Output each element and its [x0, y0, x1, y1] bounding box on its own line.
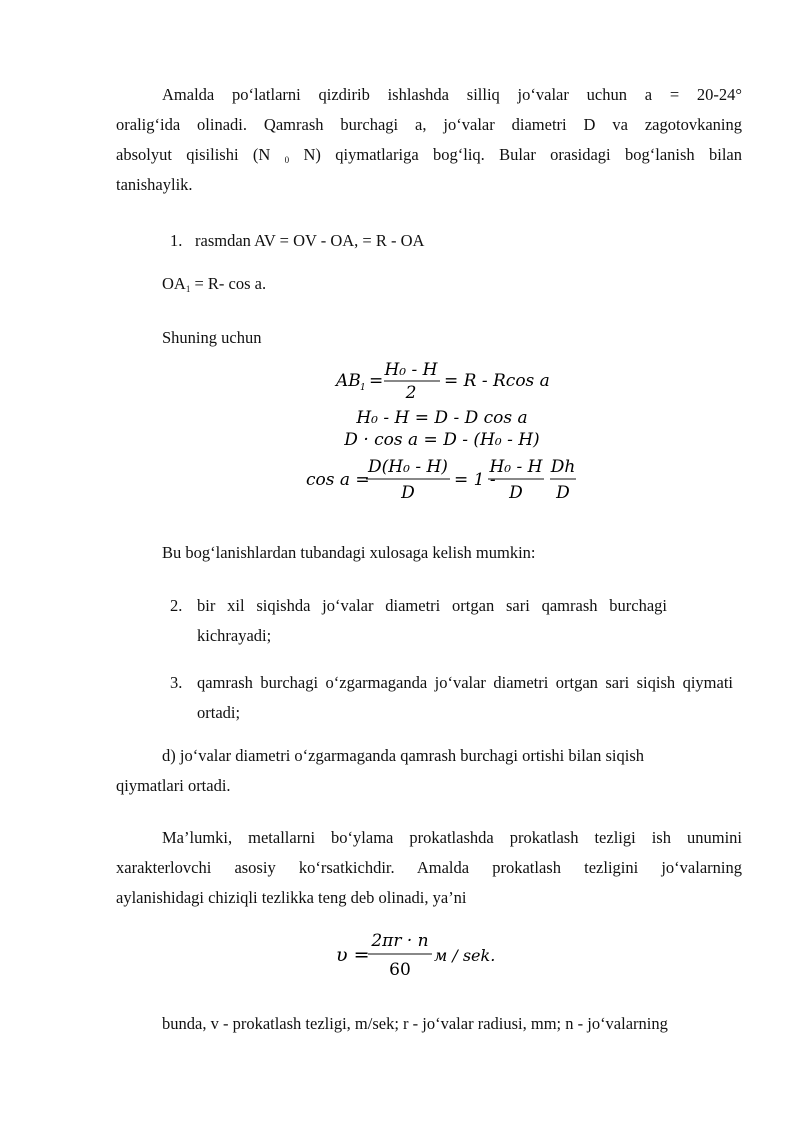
item-d-line: qiymatlari ortadi.	[116, 776, 231, 795]
list-item	[170, 226, 742, 256]
list-number: 1.	[170, 231, 183, 250]
formula-text: H₀ - H = D - D cos a	[356, 408, 528, 428]
subscript: 0	[284, 155, 290, 165]
list-text: bir xil siqishda jo‘valar diametri ortgan sari qamrash burchagi kichrayadi;	[197, 596, 667, 645]
text-span: OA	[162, 274, 186, 293]
speed-formula	[330, 925, 520, 985]
paragraph-line: oralig‘ida olinadi. Qamrash burchagi a, jo‘valar diametri D va zagotovkaning	[116, 115, 742, 134]
formula-numerator: Dh	[550, 457, 576, 477]
list-item	[170, 591, 742, 651]
shuning-uchun-text: Shuning uchun	[162, 328, 262, 347]
formula-block	[290, 355, 600, 515]
list-text: qamrash burchagi o‘zgarmaganda jo‘valar diametri ortgan sari siqish qiymati ortadi;	[197, 673, 733, 722]
formula-text: D · cos a = D - (H₀ - H)	[344, 430, 540, 450]
paragraph-line: Ma’lumki, metallarni bo‘ylama prokatlashda prokatlash tezligi ish unumini	[162, 828, 742, 847]
formula-text: cos a =	[306, 470, 370, 490]
paragraph-line: aylanishidagi chiziqli tezlikka teng deb olinadi, ya’ni	[116, 888, 467, 907]
formula-denominator: D	[401, 483, 415, 503]
text-span: = R- cos a.	[190, 274, 267, 293]
formula-denominator: 2	[405, 383, 417, 403]
formula-text: = R - Rcos a	[444, 371, 550, 391]
conclusion-intro: Bu bog‘lanishlardan tubandagi xulosaga kelish mumkin:	[162, 543, 536, 562]
formula-subscript: 1	[360, 383, 366, 393]
paragraph-line: xarakterlovchi asosiy ko‘rsatkichdir. Amalda prokatlash tezligini jo‘valarning	[116, 858, 742, 877]
last-line: bunda, v - prokatlash tezligi, m/sek; r - jo‘valar radiusi, mm; n - jo‘valarning	[162, 1014, 668, 1033]
text-span: absolyut qisilishi (N	[116, 145, 285, 164]
list-item	[170, 668, 742, 728]
formula-text: AB	[336, 371, 361, 391]
formula-numerator: D(H₀ - H)	[368, 457, 448, 477]
list-text: rasmdan AV = OV - OA, = R - OA	[195, 231, 425, 250]
formula-denominator: D	[509, 483, 523, 503]
item-d-line: d) jo‘valar diametri o‘zgarmaganda qamrash burchagi ortishi bilan siqish	[162, 746, 645, 765]
list-number: 3.	[170, 673, 183, 692]
formula-text: υ =	[336, 944, 370, 966]
formula-text: = 1 -	[454, 470, 496, 490]
formula-denominator: D	[556, 483, 570, 503]
paragraph-line: tanishaylik.	[116, 175, 193, 194]
formula-text: =	[369, 371, 384, 391]
subscript: 1	[185, 284, 191, 294]
text-span: N) qiymatlariga bog‘liq. Bular orasidagi bog‘lanish bilan	[289, 145, 743, 164]
formula-denominator: 60	[389, 960, 411, 980]
formula-unit: м / sek.	[434, 946, 496, 965]
paragraph-line: Amalda po‘latlarni qizdirib ishlashda silliq jo‘valar uchun a = 20-24°	[162, 85, 742, 104]
formula-numerator: H₀ - H	[489, 457, 543, 477]
formula-numerator: H₀ - H	[384, 360, 438, 380]
formula-numerator: 2πr · n	[371, 931, 429, 951]
list-number: 2.	[170, 596, 183, 615]
equation-line	[162, 274, 266, 294]
